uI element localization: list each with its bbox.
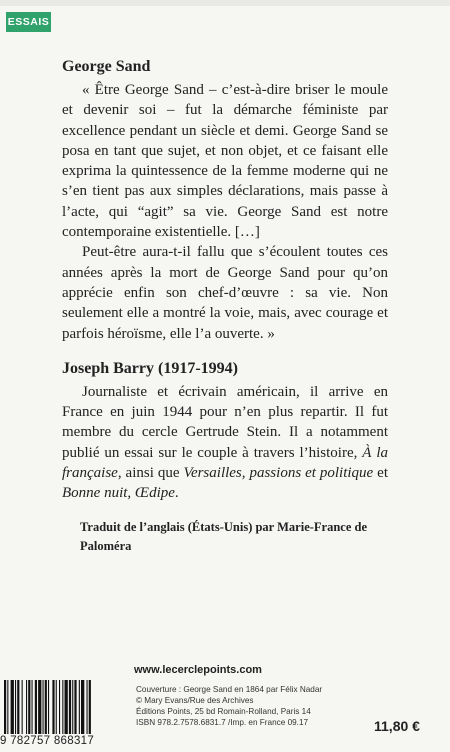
credit-line: Couverture : George Sand en 1864 par Félix Nadar bbox=[136, 685, 323, 694]
bio-text: Journaliste et écrivain américain, il arrive en France en juin 1944 pour n’en plus repartir. Il fut membre du cercle Gertrude Stein. Il a notamment publié un essai sur le couple à travers l’histoire, bbox=[62, 383, 388, 461]
barcode-bar bbox=[35, 680, 37, 734]
barcode-bar bbox=[11, 680, 14, 734]
barcode-digits: 9 782757 868317 bbox=[0, 735, 95, 747]
author-heading: George Sand bbox=[62, 58, 151, 75]
barcode-bar bbox=[62, 680, 63, 734]
barcode-bar bbox=[32, 680, 33, 734]
barcode-bar bbox=[7, 680, 8, 734]
barcode bbox=[4, 680, 124, 734]
barcode-bar bbox=[69, 680, 71, 734]
barcode-bar bbox=[56, 680, 57, 734]
footer bbox=[0, 660, 450, 752]
credit-line: Éditions Points, 25 bd Romain-Rolland, Paris 14 bbox=[136, 707, 311, 716]
quote-paragraph: « Être George Sand – c’est-à-dire briser le moule et devenir soi – fut la démarche féministe par excellence pendant un siècle et demi. George Sand se posa en tant que sujet, et non objet, et ce faisant elle exprima la quintessence de la femme moderne qui ne s’en tient pas aux simples déclarations, mais passe à l’acte, qui “agit” sa vie. George Sand est notre contemporaine existentielle. […] bbox=[62, 82, 388, 241]
barcode-bar bbox=[74, 680, 76, 734]
barcode-bar bbox=[38, 680, 41, 734]
barcode-bar bbox=[65, 680, 68, 734]
credit-line: © Mary Evans/Rue des Archives bbox=[136, 696, 254, 705]
barcode-bar bbox=[81, 680, 84, 734]
barcode-bar bbox=[43, 680, 44, 734]
barcode-bar bbox=[17, 680, 19, 734]
back-cover-text bbox=[62, 56, 388, 556]
barcode-bar bbox=[79, 680, 80, 734]
barcode-bar bbox=[48, 680, 49, 734]
book-title: À la française bbox=[62, 444, 388, 482]
barcode-bar bbox=[45, 680, 47, 734]
top-band bbox=[0, 0, 450, 6]
bio-text: . bbox=[174, 485, 179, 502]
price: 11,80 € bbox=[374, 718, 420, 734]
quote-paragraph: Peut-être aura-t-il fallu que s’écoulent toutes ces années après la mort de George Sand pour qu’on apprécie enfin son chef-d’œuvre : sa vie. Non seulement elle a montré la voie, mais, avec courage et parfois héroïsme, elle l’a ouverte. » bbox=[62, 244, 388, 342]
book-title: Bonne nuit, Œdipe bbox=[62, 485, 175, 502]
translation-credit: Traduit de l’anglais (États-Unis) par Marie-France de Paloméra bbox=[80, 519, 368, 553]
credit-line: ISBN 978.2.7578.6831.7 /Imp. en France 09.17 bbox=[136, 718, 309, 727]
book-title: Versailles, passions et politique bbox=[183, 465, 374, 482]
barcode-bar bbox=[22, 680, 23, 734]
barcode-bar bbox=[72, 680, 73, 734]
author-bio-heading: Joseph Barry (1917-1994) bbox=[62, 359, 238, 377]
quote-block bbox=[62, 80, 388, 344]
credits bbox=[136, 684, 376, 728]
barcode-bar bbox=[28, 680, 30, 734]
bio-text: et bbox=[373, 465, 388, 482]
barcode-bar bbox=[87, 680, 88, 734]
barcode-bar bbox=[15, 680, 16, 734]
series-badge: ESSAIS bbox=[6, 12, 51, 32]
barcode-bar bbox=[59, 680, 60, 734]
barcode-bar bbox=[26, 680, 27, 734]
bio-text: , ainsi que bbox=[117, 465, 184, 482]
website-link[interactable]: www.lecerclepoints.com bbox=[134, 664, 262, 676]
barcode-bar bbox=[89, 680, 91, 734]
barcode-bar bbox=[52, 680, 54, 734]
barcode-bar bbox=[4, 680, 6, 734]
author-bio bbox=[62, 382, 388, 504]
